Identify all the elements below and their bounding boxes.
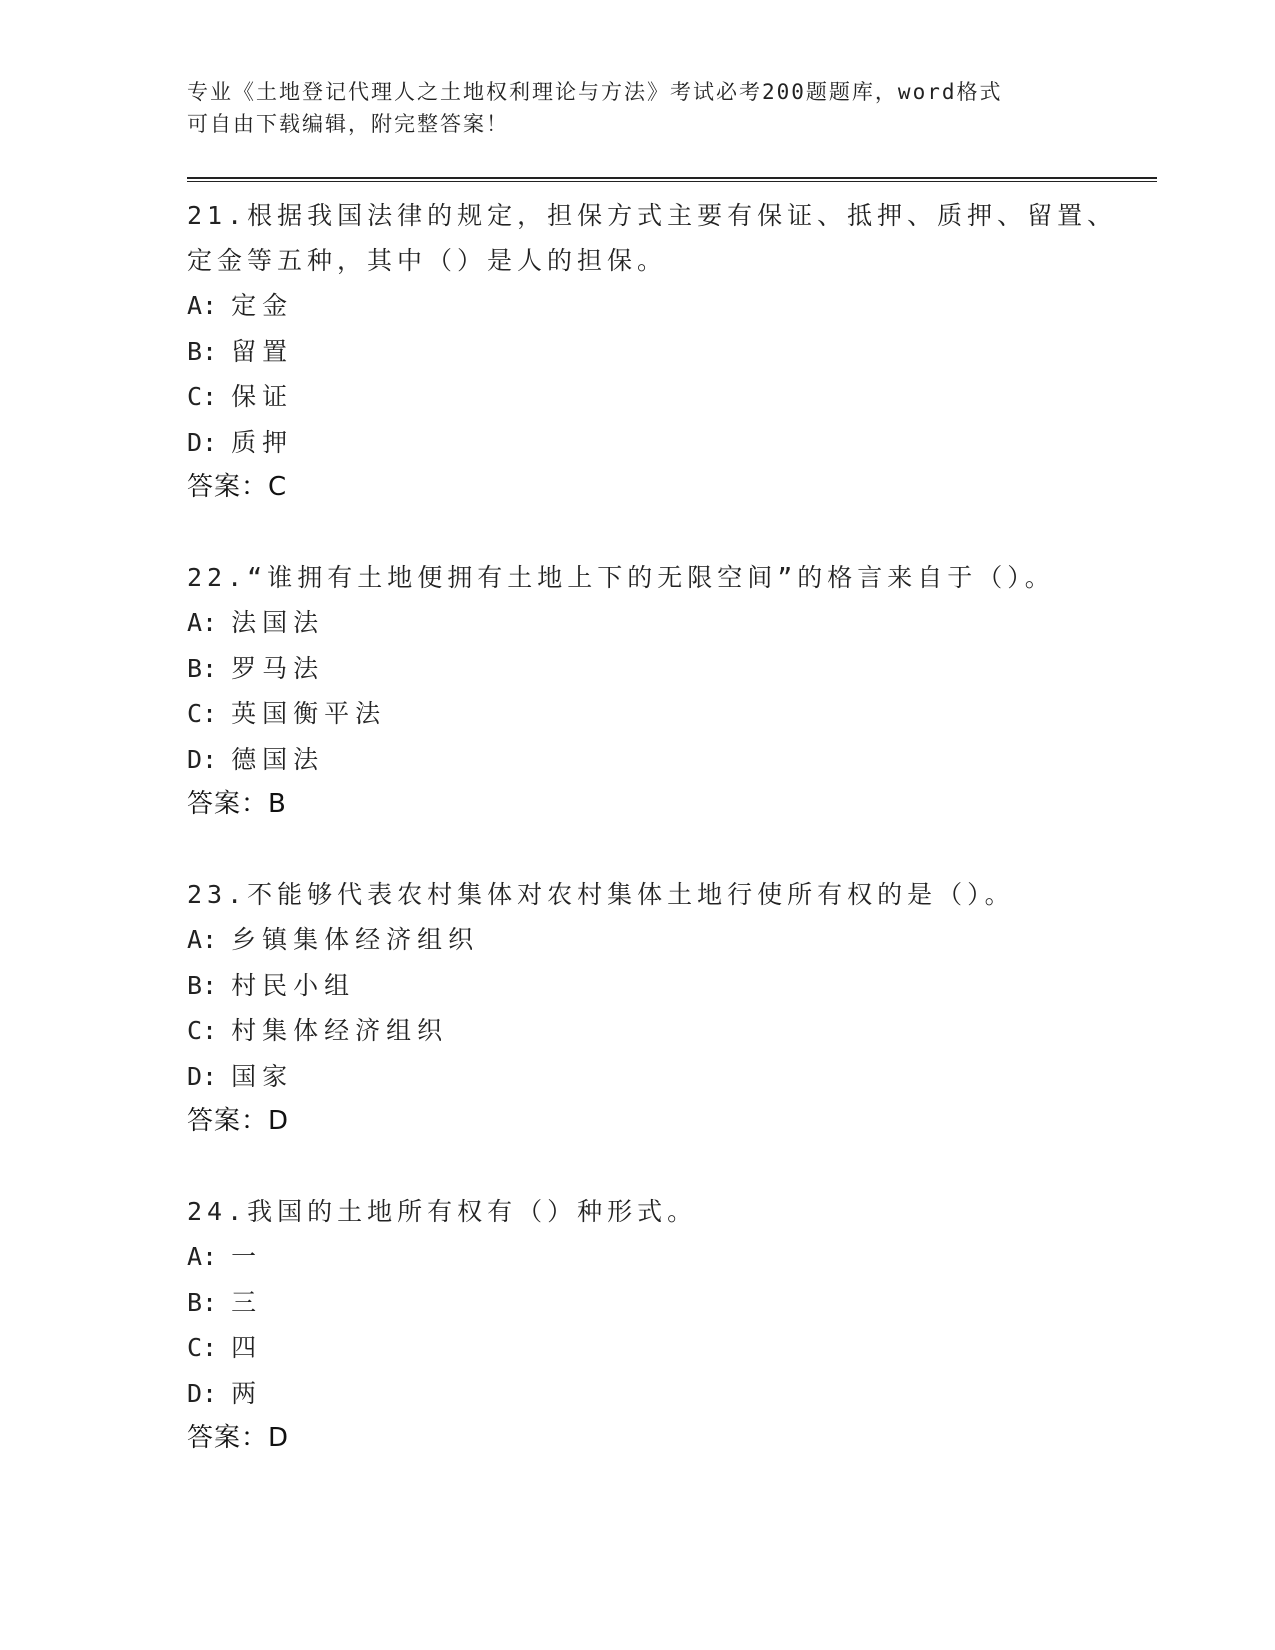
question-24 (187, 1189, 1157, 1461)
option-c (187, 374, 1157, 420)
option-b (187, 963, 1157, 1009)
option-text: 国家 (231, 1061, 294, 1091)
option-c (187, 1325, 1157, 1371)
option-key: C: (187, 1016, 218, 1045)
option-key: C: (187, 699, 218, 728)
option-text: 质押 (231, 427, 294, 457)
question-stem-line-1: 23.不能够代表农村集体对农村集体土地行使所有权的是（）。 (187, 880, 1015, 909)
question-22 (187, 555, 1157, 827)
header-title-line-2: 可自由下载编辑，附完整答案！ (187, 112, 509, 136)
answer-line: 答案：D (187, 1423, 290, 1453)
option-key: D: (187, 427, 218, 457)
document-page (187, 0, 1157, 1650)
option-text: 德国法 (231, 744, 325, 774)
option-text: 一 (231, 1242, 263, 1271)
answer-line: 答案：D (187, 1106, 290, 1136)
option-text: 四 (231, 1333, 263, 1362)
option-key: B: (187, 336, 218, 366)
option-b (187, 329, 1157, 375)
option-key: B: (187, 970, 218, 1000)
option-a (187, 917, 1157, 963)
answer-line: 答案：B (187, 789, 287, 819)
option-text: 法国法 (231, 608, 325, 637)
option-text: 村民小组 (231, 970, 356, 1000)
option-key: A: (187, 608, 218, 637)
option-d (187, 1054, 1157, 1100)
option-text: 定金 (231, 291, 294, 320)
question-23 (187, 872, 1157, 1144)
option-key: D: (187, 1378, 218, 1408)
option-key: A: (187, 925, 218, 954)
option-text: 两 (231, 1378, 263, 1408)
option-a (187, 283, 1157, 329)
option-key: C: (187, 382, 218, 411)
option-c (187, 691, 1157, 737)
header-title-line-1: 专业《土地登记代理人之土地权利理论与方法》考试必考200题题库，word格式 (187, 80, 1003, 104)
question-list (187, 193, 1157, 1506)
option-a (187, 1234, 1157, 1280)
question-stem (187, 555, 1157, 600)
option-text: 罗马法 (231, 653, 325, 683)
question-stem-line-1: 22.“谁拥有土地便拥有土地上下的无限空间”的格言来自于（）。 (187, 563, 1055, 592)
question-stem (187, 193, 1157, 283)
option-text: 乡镇集体经济组织 (231, 925, 480, 954)
option-text: 英国衡平法 (231, 699, 387, 728)
question-stem-line-1: 21.根据我国法律的规定，担保方式主要有保证、抵押、质押、留置、 (187, 201, 1118, 230)
option-text: 保证 (231, 382, 294, 411)
option-c (187, 1008, 1157, 1054)
option-key: A: (187, 1242, 218, 1271)
question-stem-line-1: 24.我国的土地所有权有（）种形式。 (187, 1197, 698, 1226)
option-text: 留置 (231, 336, 294, 366)
option-key: D: (187, 744, 218, 774)
option-b (187, 646, 1157, 692)
option-b (187, 1280, 1157, 1326)
option-a (187, 600, 1157, 646)
question-stem (187, 872, 1157, 917)
option-key: A: (187, 291, 218, 320)
question-stem (187, 1189, 1157, 1234)
question-21 (187, 193, 1157, 510)
option-key: C: (187, 1333, 218, 1362)
document-header (187, 76, 1077, 140)
option-key: B: (187, 653, 218, 683)
header-divider (187, 177, 1157, 182)
option-text: 三 (231, 1287, 263, 1317)
option-text: 村集体经济组织 (231, 1016, 449, 1045)
option-d (187, 1371, 1157, 1417)
answer-line: 答案：C (187, 472, 288, 502)
question-stem-line-2: 定金等五种，其中（）是人的担保。 (187, 246, 668, 275)
option-d (187, 737, 1157, 783)
option-key: D: (187, 1061, 218, 1091)
option-d (187, 420, 1157, 466)
option-key: B: (187, 1287, 218, 1317)
